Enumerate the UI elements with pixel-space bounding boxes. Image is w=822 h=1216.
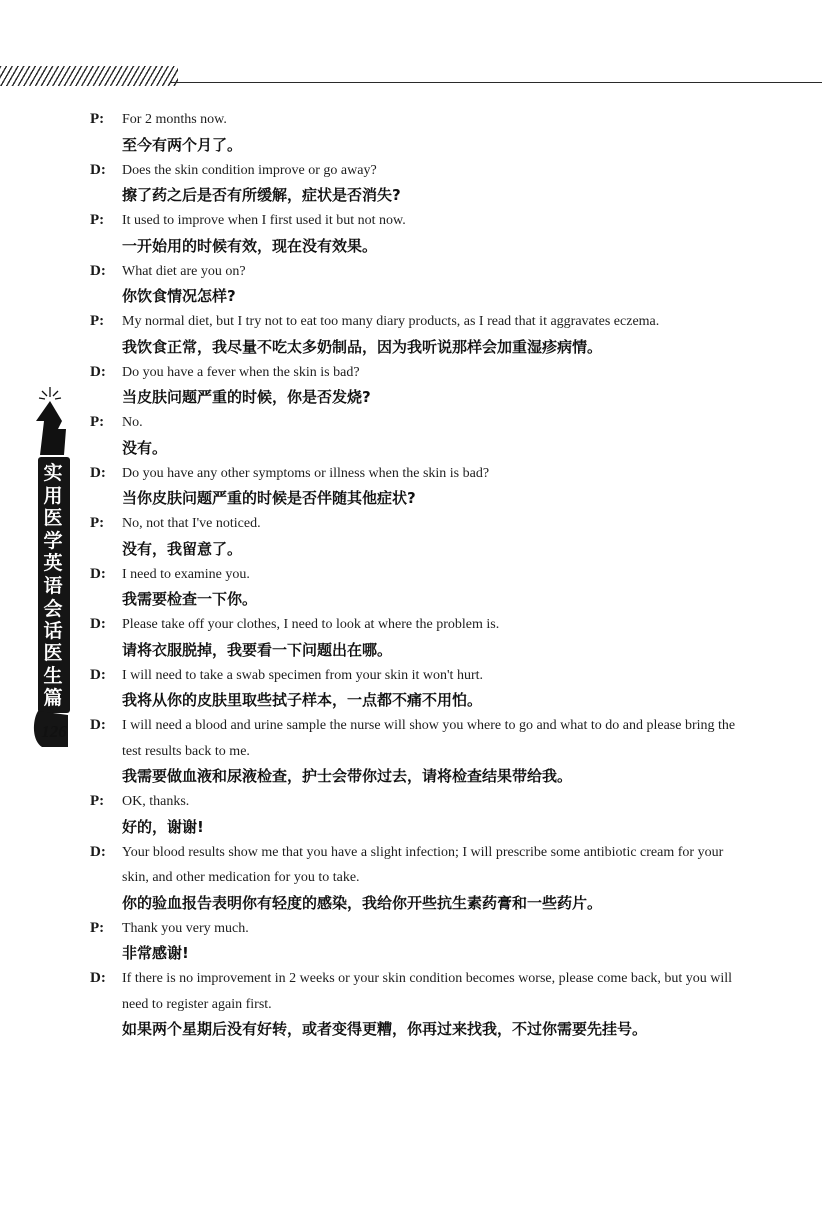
speaker-label: P: xyxy=(90,212,105,228)
speaker-label: D: xyxy=(90,717,106,733)
chinese-line: 如果两个星期后没有好转，或者变得更糟，你再过来找我，不过你需要先挂号。 xyxy=(122,1020,648,1038)
english-line: I need to examine you. xyxy=(122,566,250,582)
dialogue-turn xyxy=(90,663,750,714)
speaker-label: P: xyxy=(90,515,105,531)
dialogue-turn xyxy=(90,208,750,259)
dialogue-turn xyxy=(90,840,750,916)
english-line: Do you have a fever when the skin is bad? xyxy=(122,364,360,380)
english-line: OK, thanks. xyxy=(122,794,190,809)
english-line: No, not that I've noticed. xyxy=(122,516,261,531)
chinese-line: 我需要检查一下你。 xyxy=(122,590,258,608)
speaker-label: D: xyxy=(90,666,106,683)
english-line: I will need to take a swab specimen from your skin it won't hurt. xyxy=(122,667,483,683)
english-line: Your blood results show me that you have a slight infection; I will prescribe some antibiotic cream for your skin, and other medication for you to take. xyxy=(122,844,724,885)
chinese-line: 非常感谢! xyxy=(122,944,189,962)
side-tab xyxy=(30,385,74,775)
chinese-line: 我需要做血液和尿液检查，护士会带你过去，请将检查结果带给我。 xyxy=(122,767,573,785)
chinese-line: 当皮肤问题严重的时候，你是否发烧? xyxy=(122,388,371,406)
dialogue-turn xyxy=(90,259,750,310)
chinese-line: 好的，谢谢! xyxy=(122,817,204,836)
speaker-label: P: xyxy=(90,919,105,936)
chinese-line: 没有。 xyxy=(122,438,168,457)
english-line: I will need a blood and urine sample the nurse will show you where to go and what to do and please bring the test results back to me. xyxy=(122,718,736,759)
dialogue-turn xyxy=(90,360,750,411)
chinese-line: 当你皮肤问题严重的时候是否伴随其他症状? xyxy=(122,489,416,507)
speaker-label: D: xyxy=(90,616,106,632)
arrow-icon xyxy=(36,401,66,455)
dialogue-turn xyxy=(90,966,750,1042)
dialogue-turn xyxy=(90,461,750,512)
chinese-line: 擦了药之后是否有所缓解，症状是否消失? xyxy=(122,186,401,204)
chinese-line: 你的验血报告表明你有轻度的感染，我给你开些抗生素药膏和一些药片。 xyxy=(122,893,603,912)
dialogue-turn xyxy=(90,410,750,461)
english-line: If there is no improvement in 2 weeks or your skin condition becomes worse, please come back, but you will need to register again first. xyxy=(122,971,733,1012)
header-rule xyxy=(170,82,822,83)
english-line: My normal diet, but I try not to eat too many diary products, as I read that it aggravates eczema. xyxy=(122,314,660,329)
chinese-line: 至今有两个月了。 xyxy=(122,135,243,154)
header-stripe-decoration xyxy=(0,66,178,86)
english-line: Thank you very much. xyxy=(122,920,249,936)
speaker-label: D: xyxy=(90,161,106,178)
chinese-line: 一开始用的时候有效，现在没有效果。 xyxy=(122,236,378,255)
speaker-label: P: xyxy=(90,111,105,127)
speaker-label: P: xyxy=(90,313,105,329)
dialogue-turn xyxy=(90,158,750,209)
dialogue-turn xyxy=(90,789,750,840)
english-line: It used to improve when I first used it but not now. xyxy=(122,213,406,228)
chinese-line: 请将衣服脱掉，我要看一下问题出在哪。 xyxy=(122,640,393,659)
dialogue-turn xyxy=(90,612,750,663)
dialogue-turn xyxy=(90,562,750,613)
dialogue-turn xyxy=(90,309,750,360)
dialogue-turn xyxy=(90,107,750,158)
chinese-line: 我将从你的皮肤里取些拭子样本，一点都不痛不用怕。 xyxy=(122,691,483,709)
speaker-label: D: xyxy=(90,565,106,582)
english-line: What diet are you on? xyxy=(122,263,246,279)
speaker-label: D: xyxy=(90,262,106,279)
english-line: Do you have any other symptoms or illness when the skin is bad? xyxy=(122,465,490,481)
speaker-label: D: xyxy=(90,363,106,380)
english-line: No. xyxy=(122,415,143,430)
dialogue-turn xyxy=(90,713,750,789)
speaker-label: D: xyxy=(90,464,106,481)
sparkle-icon xyxy=(39,387,61,399)
dialogue-list xyxy=(90,107,750,1042)
dialogue-turn xyxy=(90,916,750,967)
page-number: 126 xyxy=(41,722,67,741)
english-line: For 2 months now. xyxy=(122,112,227,127)
speaker-label: D: xyxy=(90,970,106,986)
chinese-line: 没有，我留意了。 xyxy=(122,539,243,558)
english-line: Please take off your clothes, I need to look at where the problem is. xyxy=(122,617,500,632)
speaker-label: D: xyxy=(90,843,106,860)
speaker-label: P: xyxy=(90,793,105,809)
book-section-vertical: 医生篇 xyxy=(43,642,63,710)
english-line: Does the skin condition improve or go away? xyxy=(122,162,377,178)
dialogue-turn xyxy=(90,511,750,562)
speaker-label: P: xyxy=(90,414,105,430)
chinese-line: 你饮食情况怎样? xyxy=(122,287,236,305)
chinese-line: 我饮食正常，我尽量不吃太多奶制品，因为我听说那样会加重湿疹病情。 xyxy=(122,337,603,356)
book-title-vertical: 实用医学英语会话 xyxy=(43,462,63,643)
